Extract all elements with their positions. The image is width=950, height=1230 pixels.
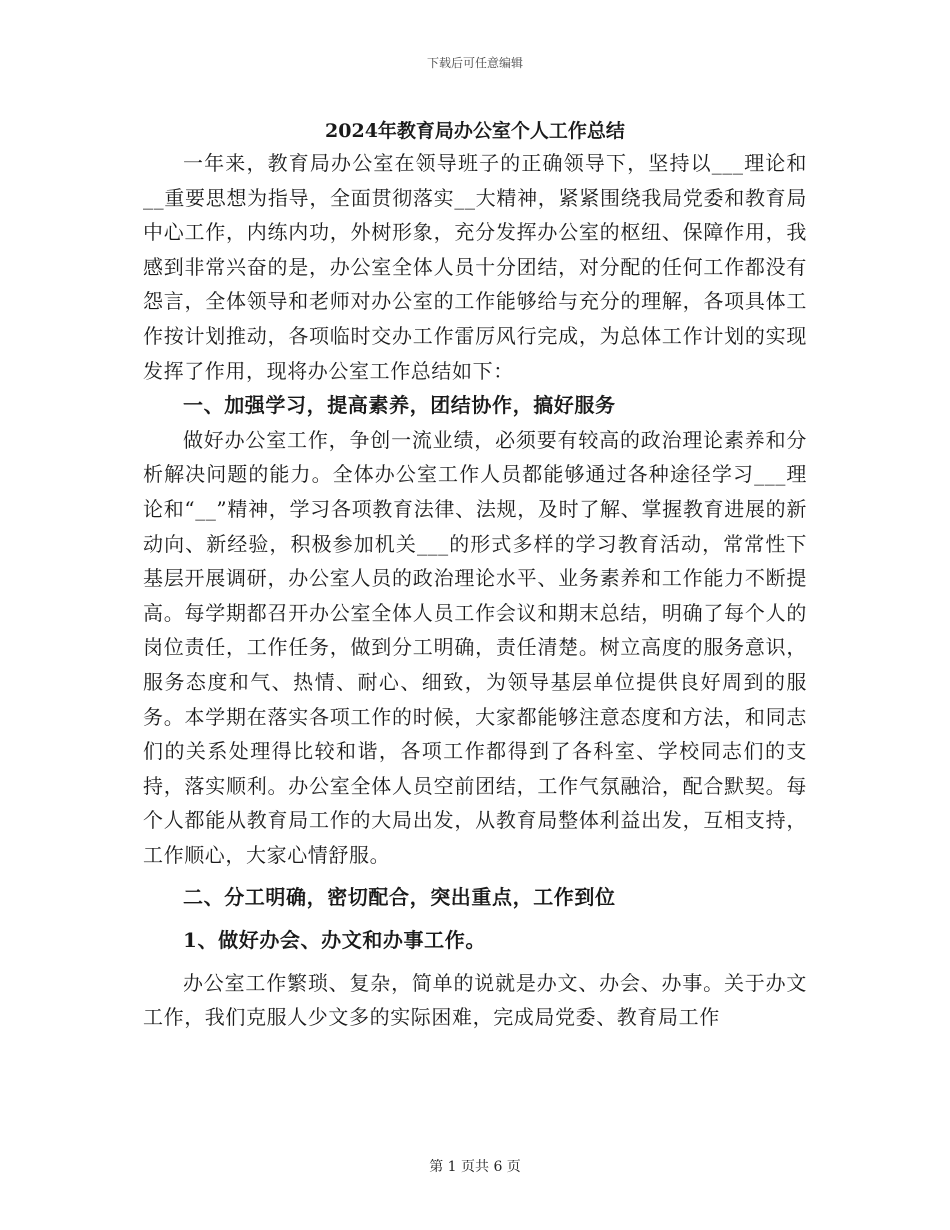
section-2-heading: 二、分工明确，密切配合，突出重点，工作到位 [183,885,616,910]
document-title: 2024年教育局办公室个人工作总结 [325,120,625,142]
section-1-heading: 一、加强学习，提高素养，团结协作，搞好服务 [183,393,616,418]
document-body [143,146,807,1035]
subsection-1-paragraph: 办公室工作繁琐、复杂，简单的说就是办文、办会、办事。关于办文工作，我们克服人少文多的实际困难，完成局党委、教育局工作 [143,970,807,1030]
header-note: 下载后可任意编辑 [426,56,523,70]
page-footer: 第 1 页共 6 页 [429,1159,521,1175]
subsection-1-heading: 1、做好办会、办文和办事工作。 [183,928,486,953]
intro-paragraph: 一年来，教育局办公室在领导班子的正确领导下，坚持以___理论和__重要思想为指导，全面贯彻落实__大精神，紧紧围绕我局党委和教育局中心工作，内练内功，外树形象，充分发挥办公室的枢纽、保障作用，我感到非常兴奋的是，办公室全体人员十分团结，对分配的任何工作都没有怨言，全体领导和老师对办公室的工作能够给与充分的理解，各项具体工作按计划推动，各项临时交办工作雷厉风行完成，为总体工作计划的实现发挥了作用，现将办公室工作总结如下： [143,151,807,383]
section-1-paragraph: 做好办公室工作，争创一流业绩，必须要有较高的政治理论素养和分析解决问题的能力。全体办公室工作人员都能够通过各种途径学习___理论和“__”精神，学习各项教育法律、法规，及时了解、掌握教育进展的新动向、新经验，积极参加机关___的形式多样的学习教育活动，常常性下基层开展调研，办公室人员的政治理论水平、业务素养和工作能力不断提高。每学期都召开办公室全体人员工作会议和期末总结，明确了每个人的岗位责任，工作任务，做到分工明确，责任清楚。树立高度的服务意识，服务态度和气、热情、耐心、细致，为领导基层单位提供良好周到的服务。本学期在落实各项工作的时候，大家都能够注意态度和方法，和同志们的关系处理得比较和谐，各项工作都得到了各科室、学校同志们的支持，落实顺利。办公室全体人员空前团结，工作气氛融洽，配合默契。每个人都能从教育局工作的大局出发，从教育局整体利益出发，互相支持，工作顺心，大家心情舒服。 [143,427,807,867]
